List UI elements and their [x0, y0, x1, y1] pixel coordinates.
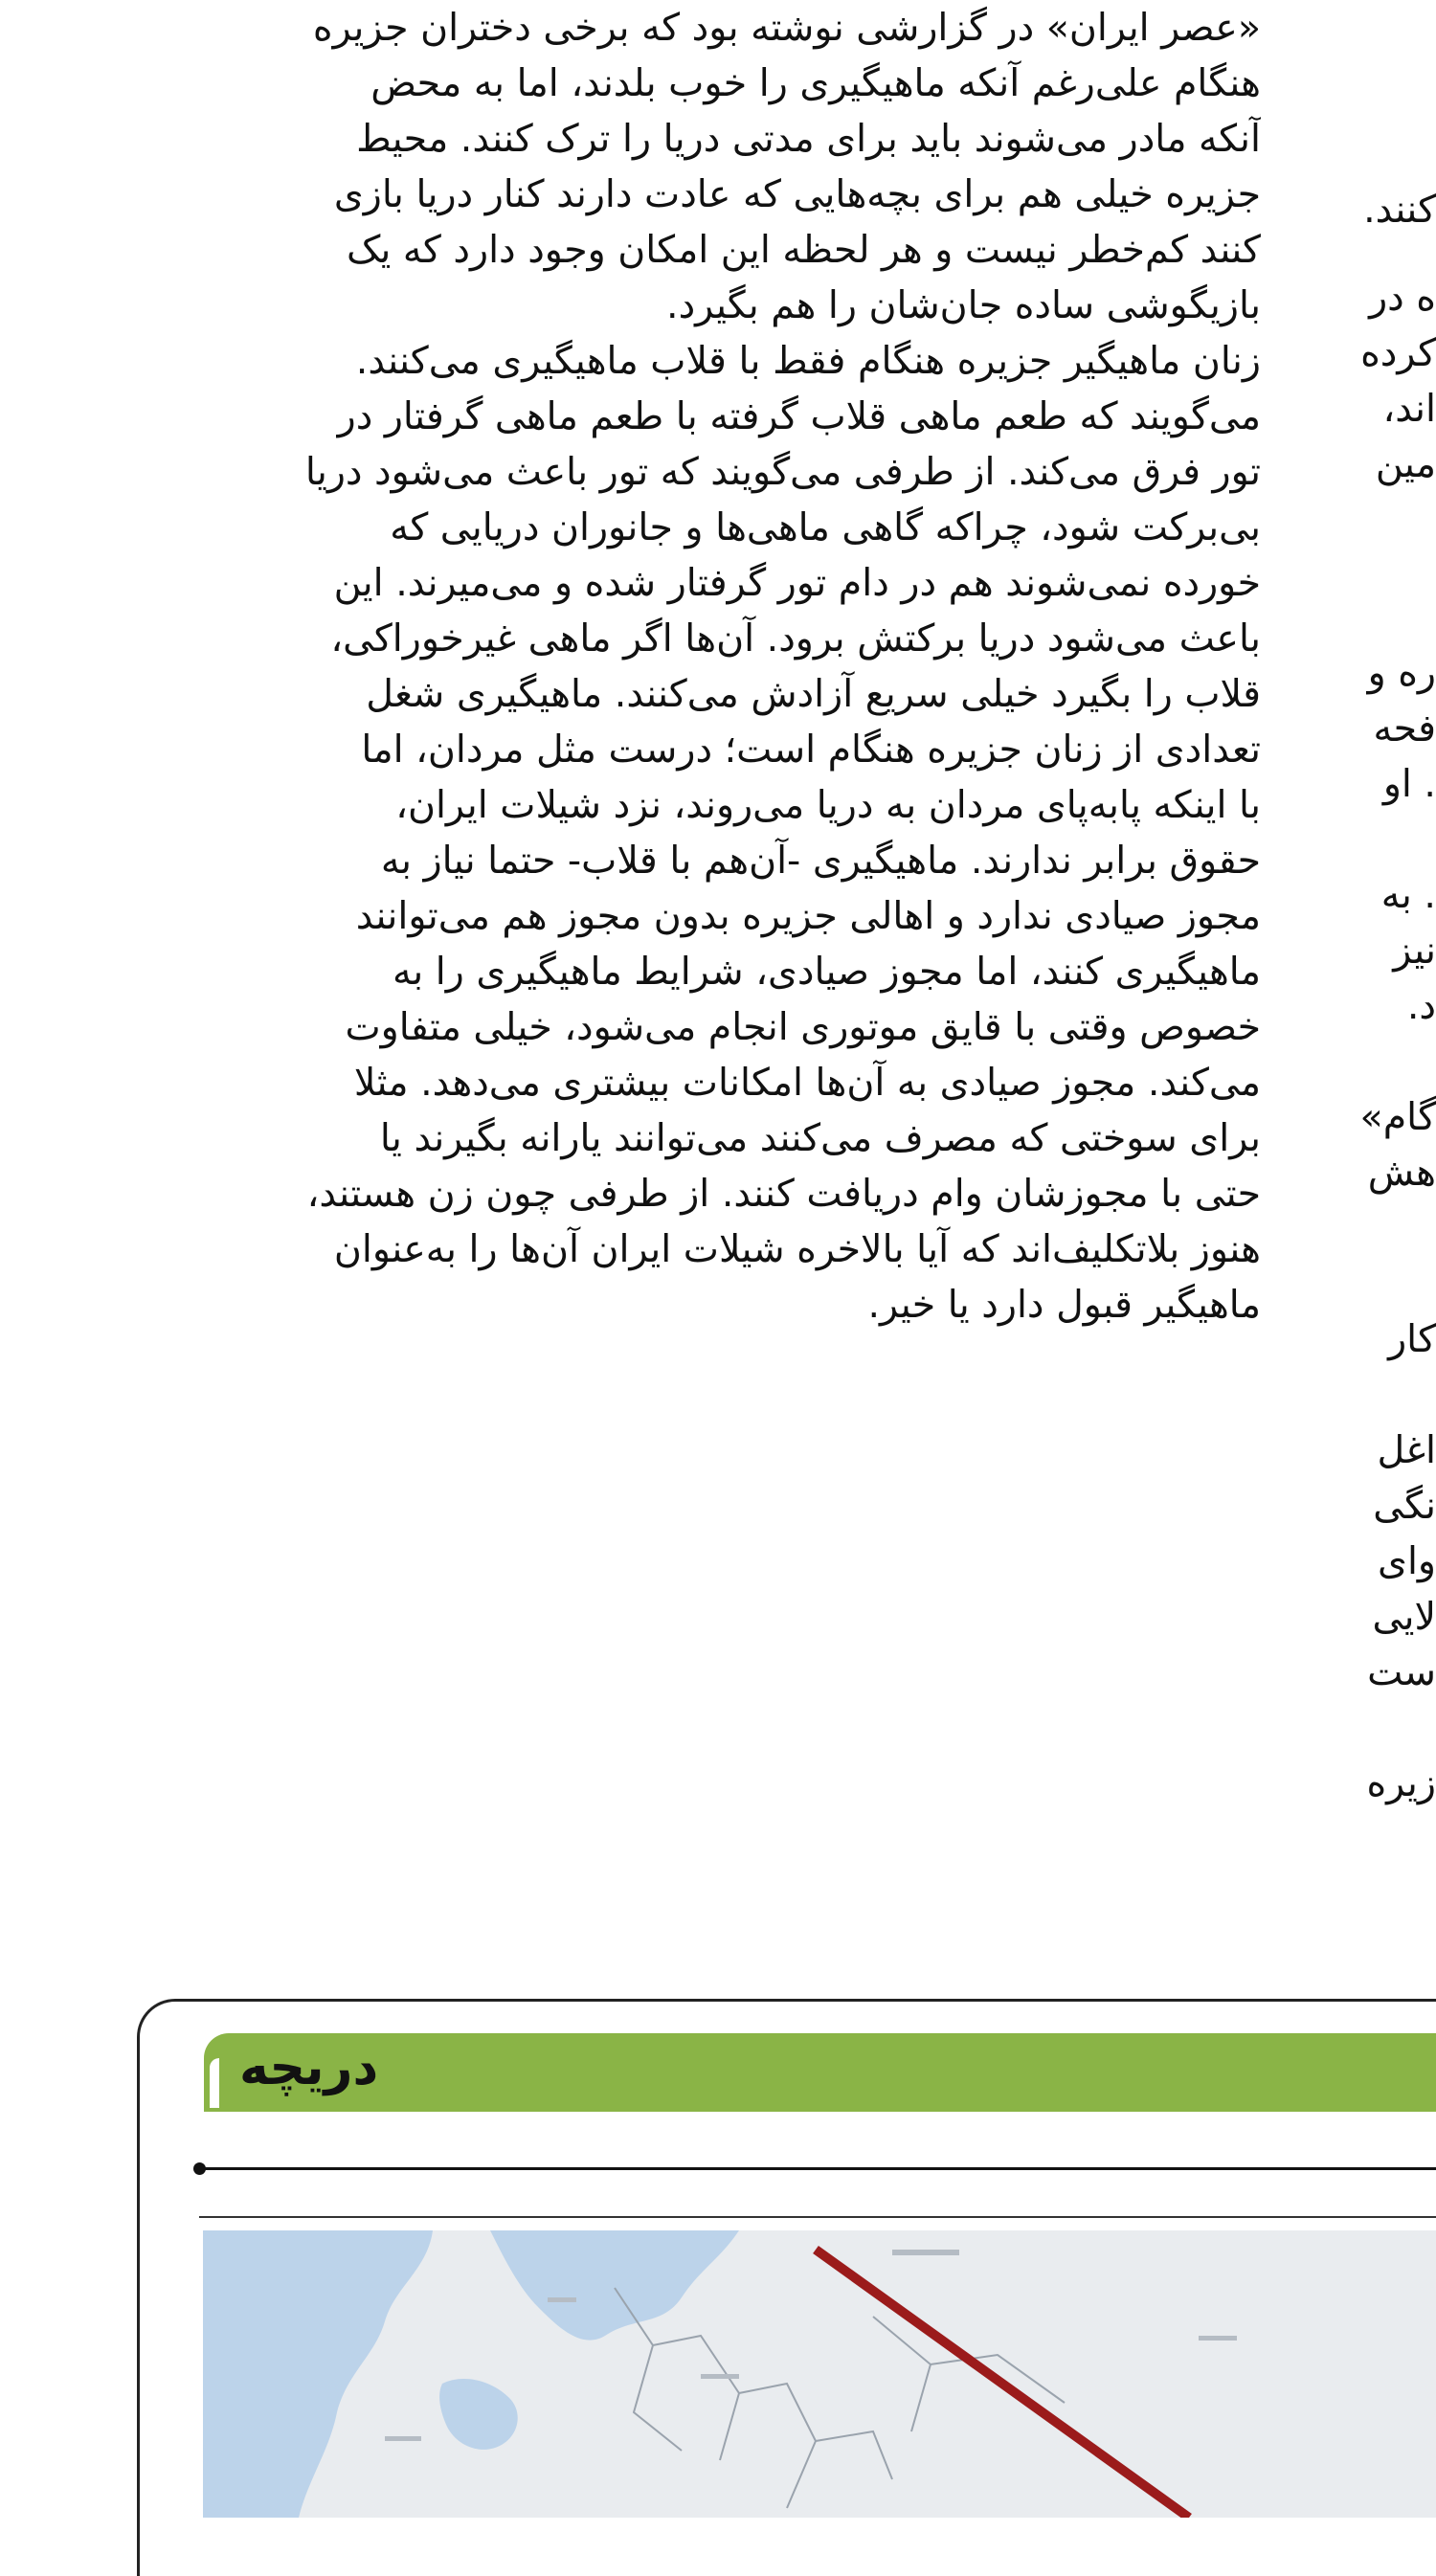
text-line: خصوص وقتی با قایق موتوری انجام می‌شود، خیلی متفاوت	[345, 1005, 1261, 1049]
text-line: بازیگوشی ساده جان‌شان را هم بگیرد.	[666, 283, 1261, 327]
text-line: مجوز صیادی ندارد و اهالی جزیره بدون مجوز هم می‌توانند	[355, 894, 1261, 938]
text-line: زنان ماهیگیر جزیره هنگام فقط با قلاب ماهیگیری می‌کنند.	[355, 339, 1261, 383]
text-line: تور فرق می‌کند. از طرفی می‌گویند که تور باعث می‌شود دریا	[304, 450, 1261, 494]
article-paragraph-2	[158, 333, 1261, 1333]
side-text-fragment: مین	[1375, 442, 1436, 486]
text-line: تعدادی از زنان جزیره هنگام است؛ درست مثل مردان، اما	[361, 728, 1261, 772]
text-line: هنوز بلاتکلیف‌اند که آیا بالاخره شیلات ایران آن‌ها را به‌عنوان	[333, 1227, 1261, 1271]
side-text-fragment: اند،	[1382, 387, 1436, 431]
map-label-mark	[1199, 2336, 1237, 2341]
map-label-mark	[892, 2250, 959, 2255]
text-line: با اینکه پابه‌پای مردان به دریا می‌روند، نزد شیلات ایران،	[395, 783, 1261, 827]
text-line: آنکه مادر می‌شوند باید برای مدتی دریا را ترک کنند. محیط	[356, 117, 1261, 161]
text-line: کنند کم‌خطر نیست و هر لحظه این امکان وجود دارد که یک	[346, 228, 1261, 272]
map-illustration	[203, 2230, 1436, 2518]
text-line: باعث می‌شود دریا برکتش برود. آن‌ها اگر ماهی غیرخوراکی،	[330, 616, 1261, 661]
side-text-fragment: . به	[1380, 873, 1436, 917]
text-line: حتی با مجوزشان وام دریافت کنند. از طرفی چون زن هستند،	[306, 1172, 1261, 1216]
text-line: بی‌برکت شود، چراکه گاهی ماهی‌ها و جانوران دریایی که	[390, 505, 1261, 549]
text-line: هنگام علی‌رغم آنکه ماهیگیری را خوب بلدند، اما به محض	[370, 61, 1261, 105]
article-main-column	[158, 0, 1261, 1333]
side-text-fragment: ه در	[1369, 276, 1436, 320]
text-line: جزیره خیلی هم برای بچه‌هایی که عادت دارند کنار دریا بازی	[333, 172, 1261, 216]
text-line: قلاب را بگیرد خیلی سریع آزادش می‌کنند. ماهیگیری شغل	[366, 672, 1261, 716]
header-notch-decoration	[210, 2058, 219, 2108]
side-text-fragment: کنند.	[1363, 188, 1436, 232]
side-text-fragment: اغل	[1377, 1428, 1436, 1472]
text-line: می‌کند. مجوز صیادی به آن‌ها امکانات بیشتری می‌دهد. مثلا	[353, 1061, 1261, 1105]
box-divider-rule	[199, 2167, 1436, 2170]
side-text-fragment: زیره	[1366, 1761, 1436, 1805]
side-text-fragment: . او	[1382, 762, 1436, 806]
window-box-title: دریچه	[239, 2039, 379, 2096]
side-text-fragment: نگی	[1373, 1484, 1436, 1528]
map-label-mark	[385, 2436, 421, 2441]
side-text-fragment: د.	[1406, 984, 1436, 1028]
map-label-mark	[701, 2374, 739, 2379]
article-paragraph-1	[158, 0, 1261, 333]
side-text-fragment: هش	[1367, 1151, 1436, 1195]
text-line: برای سوختی که مصرف می‌کنند می‌توانند یارانه بگیرند یا	[379, 1116, 1261, 1160]
window-box-header-bar	[204, 2033, 1436, 2112]
side-text-fragment: کار	[1388, 1317, 1436, 1361]
side-text-fragment: لایی	[1372, 1595, 1436, 1639]
text-line: ماهیگیری کنند، اما مجوز صیادی، شرایط ماهیگیری را به	[393, 950, 1261, 994]
text-line: می‌گویند که طعم ماهی قلاب گرفته با طعم ماهی گرفتار در	[337, 394, 1261, 438]
side-text-fragment: نیز	[1393, 929, 1436, 973]
side-text-fragment: ست	[1367, 1650, 1436, 1694]
text-line: ماهیگیر قبول دارد یا خیر.	[867, 1283, 1261, 1327]
side-text-fragment: فحه	[1373, 706, 1436, 750]
text-line: «عصر ایران» در گزارشی نوشته بود که برخی دختران جزیره	[312, 6, 1261, 50]
box-divider-rule-thin	[199, 2216, 1436, 2218]
text-line: خورده نمی‌شوند هم در دام تور گرفتار شده و می‌میرند. این	[333, 561, 1261, 605]
text-line: حقوق برابر ندارند. ماهیگیری -آن‌هم با قلاب- حتما نیاز به	[380, 839, 1261, 883]
side-text-fragment: ره و	[1367, 651, 1436, 695]
side-text-fragment: کرده	[1360, 331, 1436, 375]
map-label-mark	[548, 2297, 576, 2302]
side-text-fragment: گام»	[1359, 1095, 1436, 1139]
side-text-fragment: وای	[1378, 1539, 1436, 1583]
map-image	[203, 2230, 1436, 2518]
